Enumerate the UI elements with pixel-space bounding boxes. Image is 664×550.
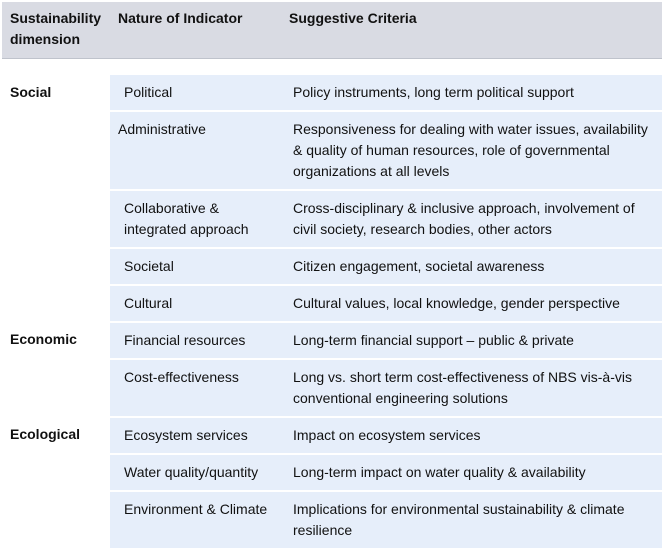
table-row [2,359,662,417]
sustainability-indicators-table [2,2,662,550]
spacer-cell [2,59,662,75]
dimension-cell [2,454,110,491]
criteria-cell: Long vs. short term cost-effectiveness of NBS vis-à-vis conventional engineering solutions [281,359,662,417]
criteria-cell: Impact on ecosystem services [281,417,662,454]
criteria-cell: Cross-disciplinary & inclusive approach, involvement of civil society, research bodies, other actors [281,190,662,248]
criteria-cell: Cultural values, local knowledge, gender perspective [281,285,662,322]
dimension-cell [2,248,110,285]
criteria-cell: Responsiveness for dealing with water issues, availability & quality of human resources, role of governmental organizations at all levels [281,111,662,190]
header-criteria: Suggestive Criteria [281,2,662,59]
table-row [2,111,662,190]
table-row [2,322,662,359]
table-row [2,454,662,491]
table-header [2,2,662,59]
indicator-cell: Environment & Climate [110,491,281,549]
indicator-cell: Ecosystem services [110,417,281,454]
dimension-cell [2,190,110,248]
dimension-cell: Ecological [2,417,110,454]
table-row [2,248,662,285]
indicator-cell: Cultural [110,285,281,322]
header-indicator: Nature of Indicator [110,2,281,59]
criteria-cell: Citizen engagement, societal awareness [281,248,662,285]
table-row [2,75,662,111]
dimension-cell: Economic [2,322,110,359]
table-row [2,285,662,322]
table-row [2,190,662,248]
dimension-cell [2,359,110,417]
header-dimension: Sustainability dimension [2,2,110,59]
table-row [2,417,662,454]
indicator-cell: Financial resources [110,322,281,359]
dimension-cell: Social [2,75,110,111]
table-body [2,59,662,549]
indicator-cell: Societal [110,248,281,285]
indicator-cell: Cost-effectiveness [110,359,281,417]
criteria-cell: Implications for environmental sustainability & climate resilience [281,491,662,549]
sustainability-table-container [2,2,662,538]
indicator-cell: Collaborative & integrated approach [110,190,281,248]
criteria-cell: Policy instruments, long term political support [281,75,662,111]
indicator-cell: Water quality/quantity [110,454,281,491]
indicator-cell: Administrative [110,111,281,190]
indicator-cell: Political [110,75,281,111]
criteria-cell: Long-term impact on water quality & availability [281,454,662,491]
criteria-cell: Long-term financial support – public & private [281,322,662,359]
spacer-row [2,59,662,75]
dimension-cell [2,285,110,322]
dimension-cell [2,111,110,190]
header-row [2,2,662,59]
